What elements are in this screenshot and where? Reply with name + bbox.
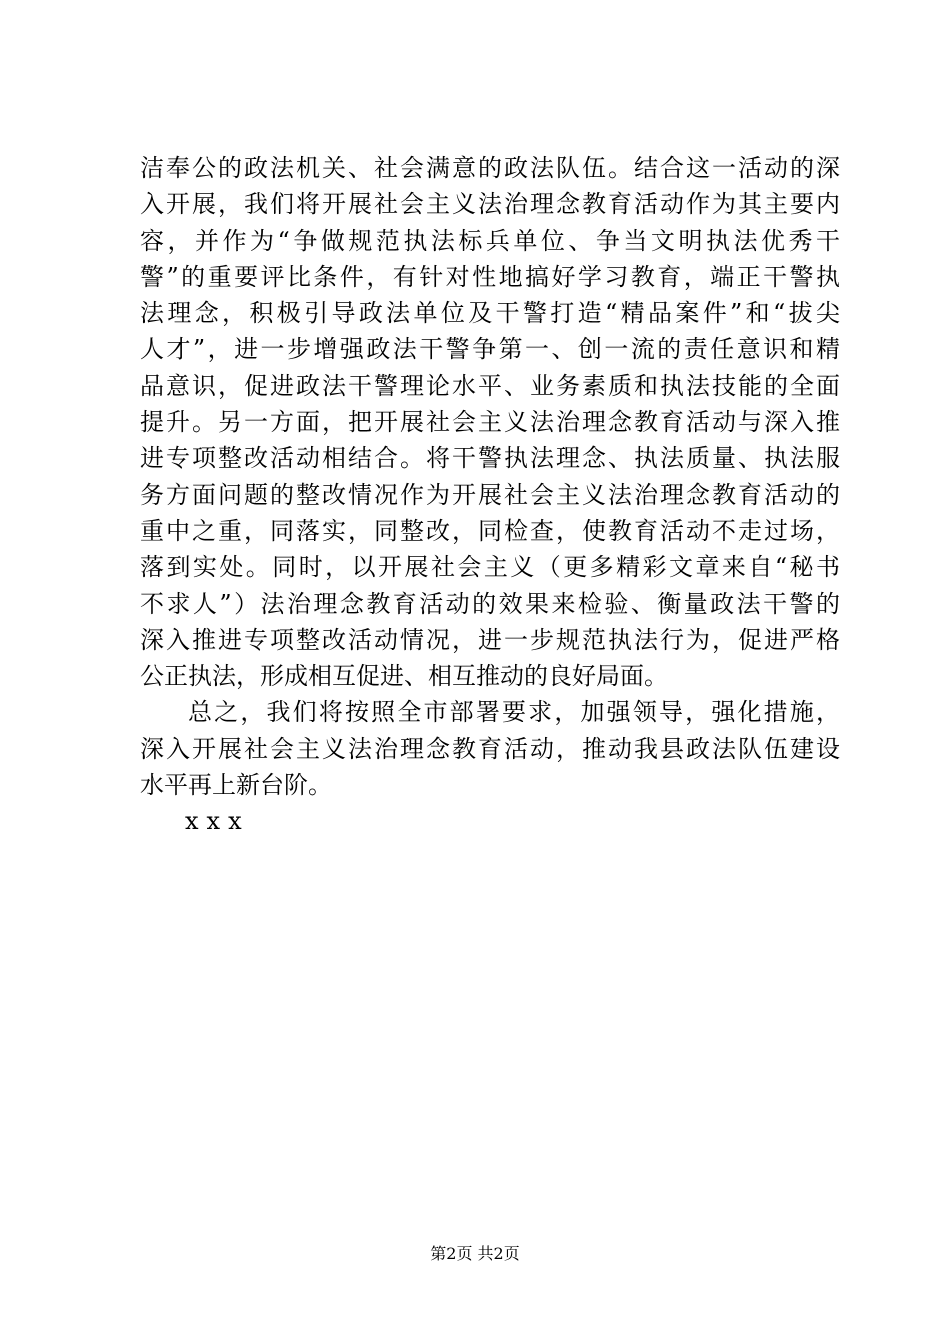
text-line: 落到实处。同时，以开展社会主义（更多精彩文章来自“秘书 [140,553,840,582]
text-line: 提升。另一方面，把开展社会主义法治理念教育活动与深入推 [140,408,840,437]
text-line: 深入开展社会主义法治理念教育活动，推动我县政法队伍建设 [140,734,840,763]
signature: xxx [185,807,250,836]
paragraph-2 [140,694,840,803]
text-line: 进专项整改活动相结合。将干警执法理念、执法质量、执法服 [140,444,840,473]
text-line: 法理念，积极引导政法单位及干警打造“精品案件”和“拔尖 [140,299,840,328]
text-line: 人才”，进一步增强政法干警争第一、创一流的责任意识和精 [140,335,840,364]
text-line: 公正执法，形成相互促进、相互推动的良好局面。 [140,662,668,691]
paragraph-1 [140,150,840,694]
text-line: 容，并作为“争做规范执法标兵单位、争当文明执法优秀干 [140,226,840,255]
text-line: 不求人”）法治理念教育活动的效果来检验、衡量政法干警的 [140,589,840,618]
text-line: 深入推进专项整改活动情况，进一步规范执法行为，促进严格 [140,625,840,654]
text-line: 警”的重要评比条件，有针对性地搞好学习教育，端正干警执 [140,262,840,291]
text-line: 务方面问题的整改情况作为开展社会主义法治理念教育活动的 [140,480,840,509]
text-line: 入开展，我们将开展社会主义法治理念教育活动作为其主要内 [140,190,840,219]
text-line: 水平再上新台阶。 [140,771,332,800]
text-line: 品意识，促进政法干警理论水平、业务素质和执法技能的全面 [140,371,840,400]
page-footer [0,1242,950,1266]
text-line: 重中之重，同落实，同整改，同检查，使教育活动不走过场， [140,516,840,545]
document-body [140,150,840,840]
text-line: 总之，我们将按照全市部署要求，加强领导，强化措施， [188,698,840,727]
text-line: 洁奉公的政法机关、社会满意的政法队伍。结合这一活动的深 [140,154,840,182]
page-indicator: 第2页 共2页 [430,1244,520,1263]
